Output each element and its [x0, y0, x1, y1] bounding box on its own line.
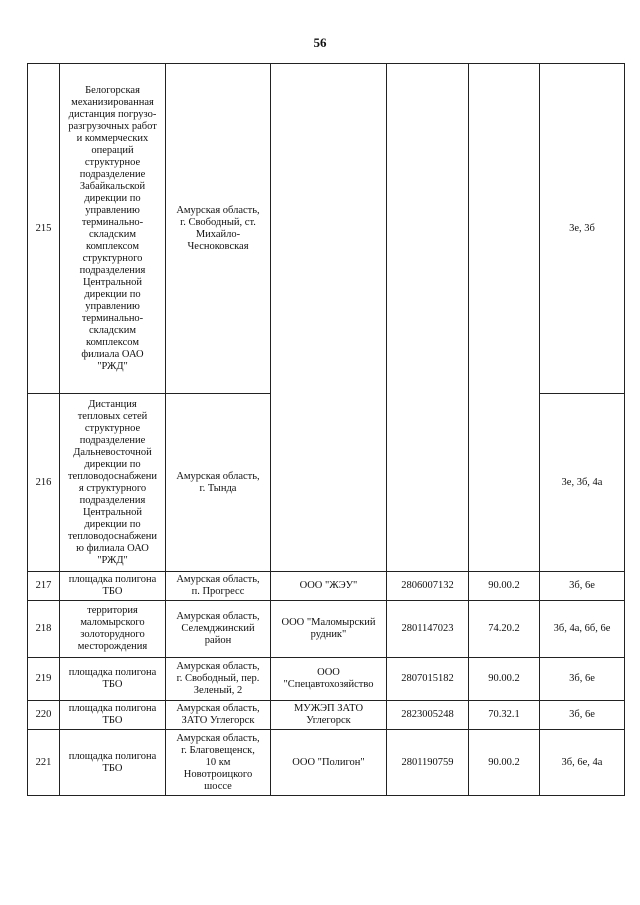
facility-name: Дистанция тепловых сетей структурное подразделение Дальневосточной дирекции по тепловодоснабжени я структурного подразделения Центральной дирекции по тепловодоснабжени ю филиала ОАО "РЖД" — [60, 394, 166, 572]
waste-codes: 3е, 3б, 4а — [540, 394, 625, 572]
facility-address: Амурская область, г. Свободный, ст. Михайло- Чесноковская — [166, 64, 271, 394]
operator-name: ООО "Полигон" — [271, 730, 387, 796]
table-row — [28, 64, 625, 394]
inn-number: 2801190759 — [387, 730, 469, 796]
facility-name: площадка полигона ТБО — [60, 701, 166, 730]
waste-codes: 3б, 6е — [540, 701, 625, 730]
inn-cell — [387, 64, 469, 572]
okved-code: 90.00.2 — [469, 730, 540, 796]
facility-address: Амурская область, г. Тында — [166, 394, 271, 572]
facility-address: Амурская область, Селемджинский район — [166, 601, 271, 658]
facility-address: Амурская область, ЗАТО Углегорск — [166, 701, 271, 730]
row-number: 220 — [28, 701, 60, 730]
facility-address: Амурская область, г. Благовещенск, 10 км Новотроицкого шоссе — [166, 730, 271, 796]
row-number: 221 — [28, 730, 60, 796]
okved-code: 90.00.2 — [469, 572, 540, 601]
table-row — [28, 572, 625, 601]
facility-name: площадка полигона ТБО — [60, 572, 166, 601]
inn-number: 2807015182 — [387, 658, 469, 701]
operator-name: ООО "ЖЭУ" — [271, 572, 387, 601]
operator-name: МУЖЭП ЗАТО Углегорск — [271, 701, 387, 730]
okved-cell — [469, 64, 540, 572]
facility-name: территория маломырского золоторудного месторождения — [60, 601, 166, 658]
row-number: 219 — [28, 658, 60, 701]
facility-name: площадка полигона ТБО — [60, 730, 166, 796]
waste-codes: 3б, 6е — [540, 572, 625, 601]
waste-codes: 3б, 4а, 6б, 6е — [540, 601, 625, 658]
inn-number: 2823005248 — [387, 701, 469, 730]
facility-address: Амурская область, г. Свободный, пер. Зеленый, 2 — [166, 658, 271, 701]
okved-code: 74.20.2 — [469, 601, 540, 658]
okved-code: 90.00.2 — [469, 658, 540, 701]
row-number: 217 — [28, 572, 60, 601]
row-number: 215 — [28, 64, 60, 394]
table-row — [28, 730, 625, 796]
operator-cell — [271, 64, 387, 572]
okved-code: 70.32.1 — [469, 701, 540, 730]
waste-codes: 3е, 3б — [540, 64, 625, 394]
table-row — [28, 701, 625, 730]
waste-codes: 3б, 6е — [540, 658, 625, 701]
operator-name: ООО "Маломырский рудник" — [271, 601, 387, 658]
waste-codes: 3б, 6е, 4а — [540, 730, 625, 796]
facility-address: Амурская область, п. Прогресс — [166, 572, 271, 601]
row-number: 216 — [28, 394, 60, 572]
inn-number: 2806007132 — [387, 572, 469, 601]
inn-number: 2801147023 — [387, 601, 469, 658]
row-number: 218 — [28, 601, 60, 658]
operator-name: ООО "Спецавтохозяйство — [271, 658, 387, 701]
registry-table — [27, 63, 625, 796]
page-number: 56 — [313, 35, 327, 50]
facility-name: Белогорская механизированная дистанция погрузо- разгрузочных работ и коммерческих операций структурное подразделение Забайкальской дирекции по управлению терминально- складским комплексом структурного подразделения Центральной дирекции по управлению терминально- складским комплексом филиала ОАО "РЖД" — [60, 64, 166, 394]
table-row — [28, 658, 625, 701]
facility-name: площадка полигона ТБО — [60, 658, 166, 701]
table-row — [28, 601, 625, 658]
